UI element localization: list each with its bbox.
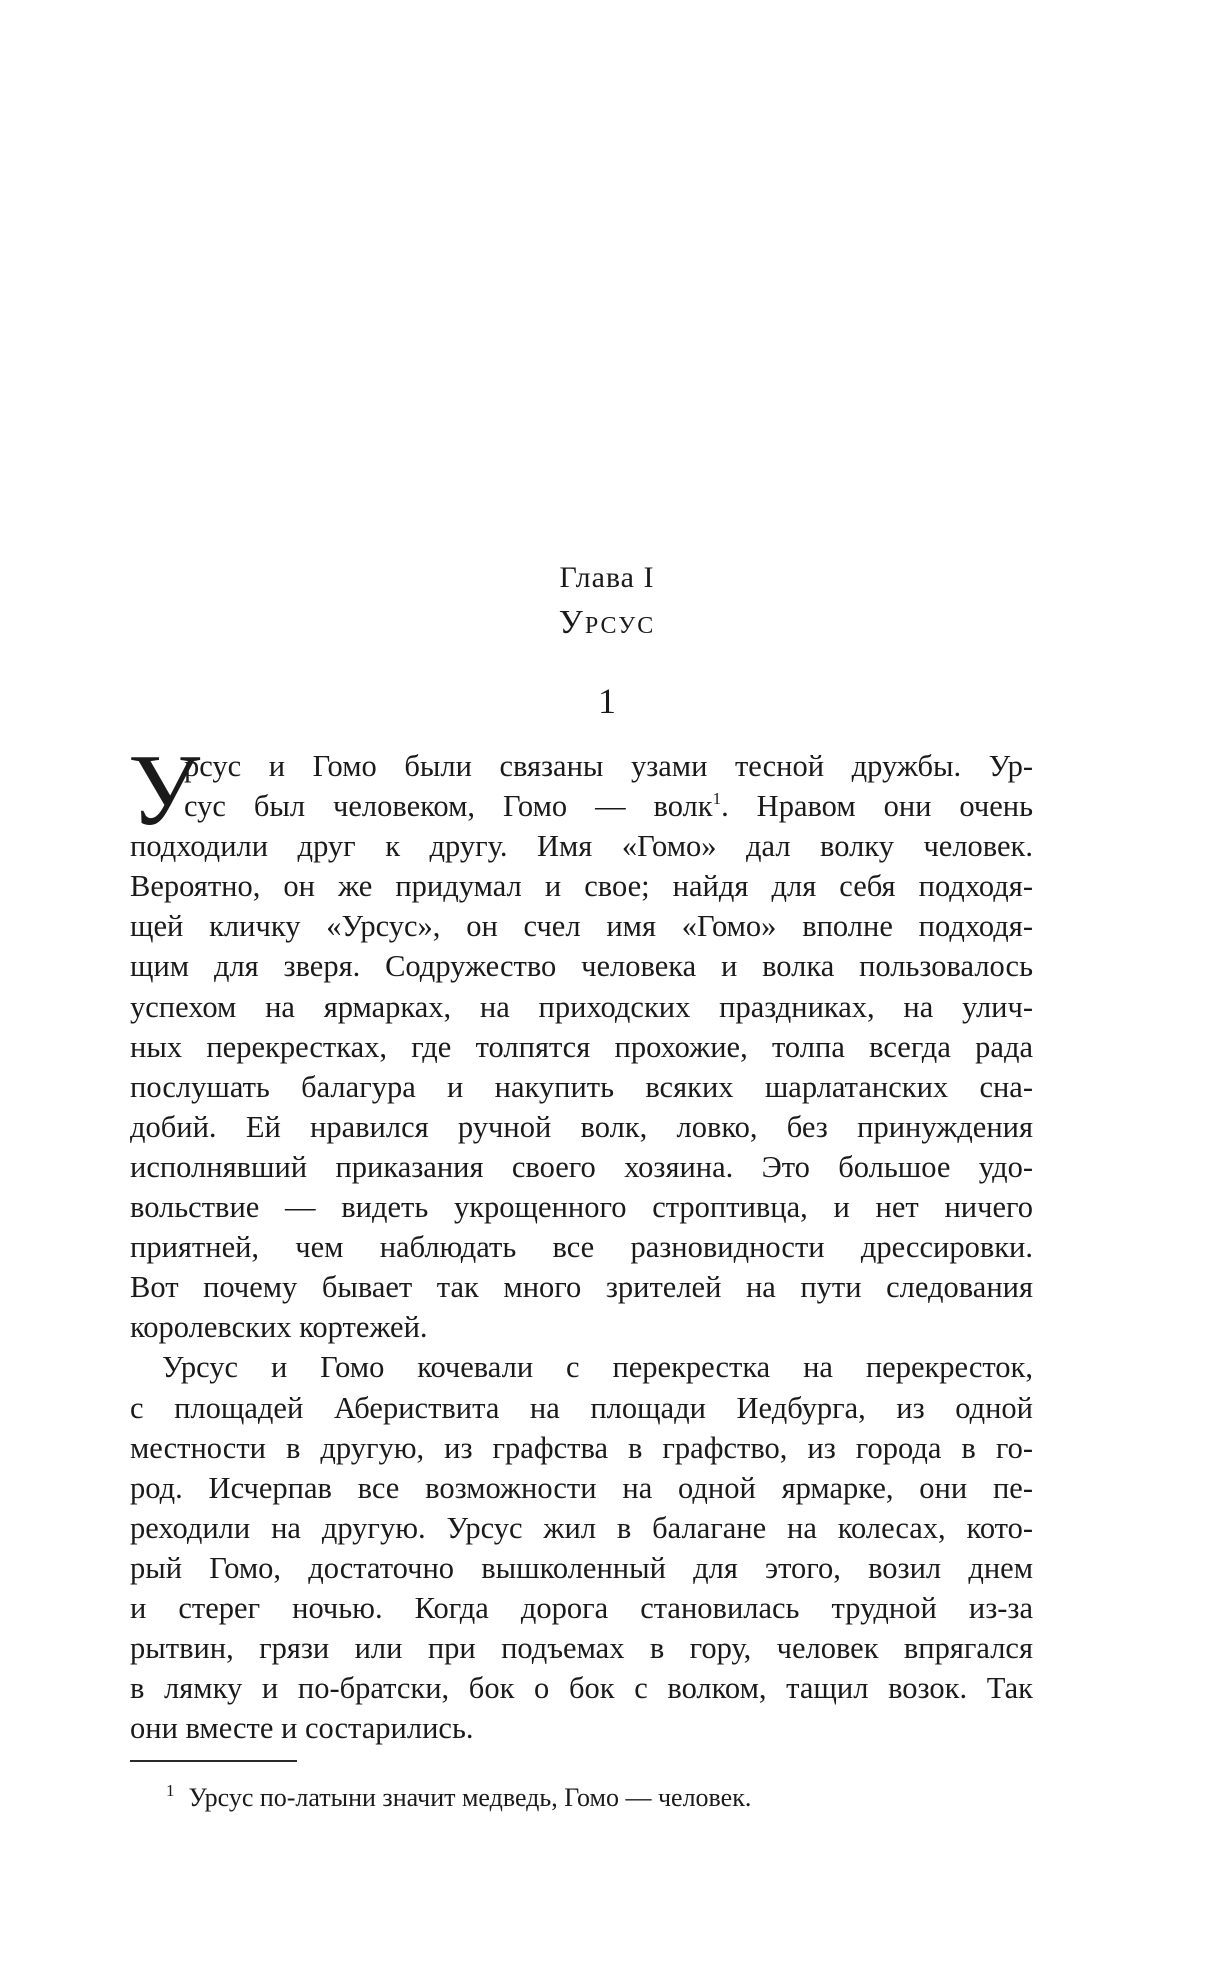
paragraph-1-line: королевских кортежей.	[130, 1310, 428, 1345]
paragraph-2-line: с площадей Абериствита на площади Иедбурга, из одной	[130, 1390, 1033, 1425]
paragraph-1-line: вольствие — видеть укрощенного строптивца, и нет ничего	[130, 1190, 1033, 1225]
paragraph-2-line: рый Гомо, достаточно вышколенный для этого, возил днем	[130, 1550, 1033, 1585]
paragraph-2-line: они вместе и состарились.	[130, 1711, 474, 1746]
footnote-reference: 1	[712, 789, 722, 809]
footnote-text: Урсус по-латыни значит медведь, Гомо — человек.	[188, 1783, 752, 1812]
paragraph-2-line: род. Исчерпав все возможности на одной ярмарке, они пе-	[130, 1470, 1033, 1505]
paragraph-1-line: добий. Ей нравился ручной волк, ловко, без принуждения	[130, 1109, 1033, 1144]
paragraph-1-line: исполнявший приказания своего хозяина. Это большое удо-	[130, 1149, 1033, 1184]
footnote-mark: 1	[166, 1781, 175, 1800]
paragraph-2-line: в лямку и по-братски, бок о бок с волком, тащил возок. Так	[130, 1671, 1033, 1706]
body-text	[128, 734, 1033, 1748]
paragraph-2-line: Урсус и Гомо кочевали с перекрестка на перекресток,	[162, 1350, 1033, 1385]
footnote-divider	[130, 1760, 297, 1762]
chapter-title: Урсус	[558, 604, 656, 641]
paragraph-1-line: сус был человеком, Гомо — волк$^1$. Нравом они очень	[184, 789, 1033, 824]
paragraph-2-line: местности в другую, из графства в графство, из города в го-	[130, 1430, 1033, 1465]
drop-cap: У	[128, 734, 201, 847]
paragraph-1-line: Вероятно, он же придумал и свое; найдя для себя подходя-	[130, 869, 1033, 904]
paragraph-1-line: успехом на ярмарках, на приходских праздниках, на улич-	[130, 989, 1033, 1024]
paragraph-1-line: рсус и Гомо были связаны узами тесной дружбы. Ур-	[184, 749, 1033, 783]
paragraph-1-line: щей кличку «Урсус», он счел имя «Гомо» вполне подходя-	[130, 909, 1033, 944]
paragraph-1-line: Вот почему бывает так много зрителей на пути следования	[130, 1270, 1033, 1305]
paragraph-2-line: и стерег ночью. Когда дорога становилась трудной из-за	[130, 1590, 1033, 1625]
paragraph-1-line: приятней, чем наблюдать все разновидности дрессировки.	[130, 1230, 1033, 1265]
paragraph-1-line: послушать балагура и накупить всяких шарлатанских сна-	[130, 1069, 1033, 1104]
chapter-label: Глава I	[559, 561, 655, 594]
paragraph-1-line: подходили друг к другу. Имя «Гомо» дал волку человек.	[130, 829, 1033, 864]
footnote	[166, 1774, 751, 1815]
paragraph-2-line: рытвин, грязи или при подъемах в гору, человек впрягался	[130, 1631, 1033, 1666]
paragraph-1-line: ных перекрестках, где толпятся прохожие, толпа всегда рада	[130, 1029, 1033, 1064]
paragraph-1-line: щим для зверя. Содружество человека и волка пользовалось	[130, 949, 1033, 984]
paragraph-2-line: реходили на другую. Урсус жил в балагане на колесах, кото-	[130, 1510, 1033, 1545]
section-number: 1	[598, 681, 616, 721]
